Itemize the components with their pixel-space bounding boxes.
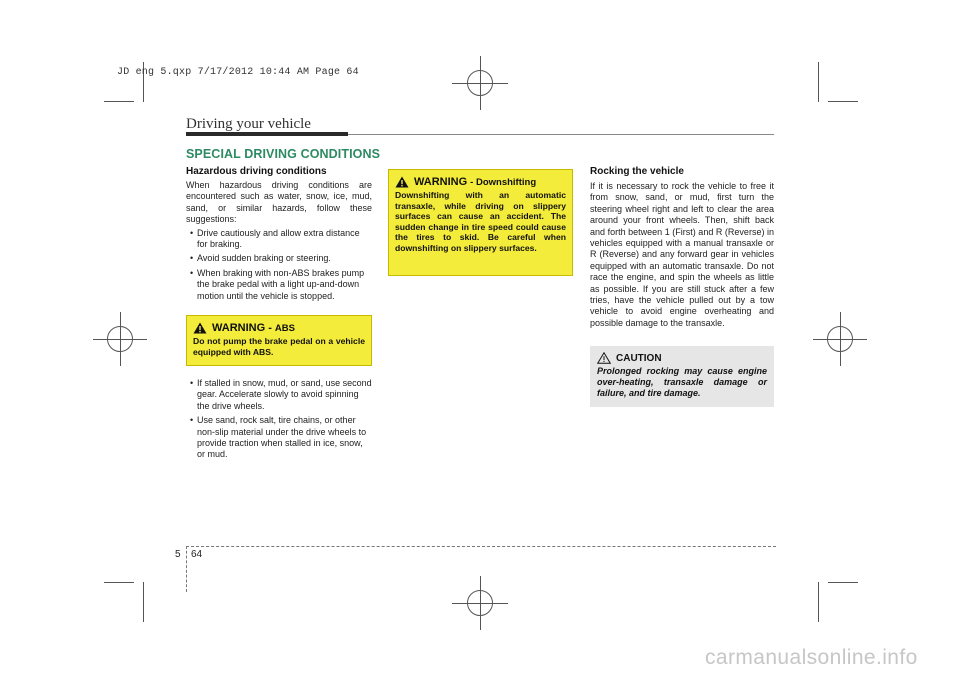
caution-text: Prolonged rocking may cause engine over-heating, transaxle damage or failure, and tire damage. <box>597 366 767 398</box>
chapter-number: 5 <box>175 549 181 560</box>
warning-abs-text: Do not pump the brake pedal on a vehicle equipped with ABS. <box>193 336 365 357</box>
hazardous-bullets-b <box>186 378 372 461</box>
warning-label: WARNING - <box>212 322 272 334</box>
crop-mark <box>818 582 819 622</box>
warning-downshift-title <box>395 176 566 188</box>
main-heading: SPECIAL DRIVING CONDITIONS <box>186 147 381 161</box>
hazardous-heading: Hazardous driving conditions <box>186 166 327 177</box>
warning-abs-title <box>193 322 365 334</box>
warning-topic: - Downshifting <box>470 176 537 188</box>
warning-triangle-icon <box>395 176 409 188</box>
header-rule <box>348 134 774 135</box>
column-right <box>590 166 774 329</box>
warning-topic: ABS <box>274 322 295 334</box>
column-left-continued <box>186 378 372 464</box>
footer-divider <box>186 546 187 592</box>
rocking-heading: Rocking the vehicle <box>590 166 684 177</box>
crop-mark <box>818 62 819 102</box>
site-watermark: carmanualsonline.info <box>705 646 918 669</box>
footer-rule <box>186 546 776 547</box>
crop-mark <box>104 582 134 583</box>
warning-triangle-icon <box>193 322 207 334</box>
warning-downshift-text: Downshifting with an automatic transaxle, while driving on slippery surfaces can cause an accident. The sudden change in tire speed could cause the tires to skid. Be careful when downshifting on slippery surfaces. <box>395 190 566 253</box>
hazardous-bullets-a <box>186 228 372 302</box>
warning-label: WARNING <box>414 176 468 188</box>
column-left <box>186 166 372 305</box>
warning-downshift-box <box>388 169 573 276</box>
rocking-text: If it is necessary to rock the vehicle to free it from snow, sand, or mud, first turn the steering wheel right and left to clear the area around your front wheels. Then, shift back and forth between 1 (First) and R (Reverse) in vehicles equipped with a manual transaxle or R (Reverse) and any forward gear in vehicles equipped with an automatic transaxle. Do not race the engine, and spin the wheels as little as possible. If you are still stuck after a few tries, have the vehicle pulled out by a tow vehicle to avoid engine overheating and possible damage to the transaxle. <box>590 181 774 328</box>
crop-mark <box>828 582 858 583</box>
caution-triangle-icon <box>597 352 611 364</box>
list-item: • Use sand, rock salt, tire chains, or other non-slip material under the drive wheels to provide traction when stalled in ice, snow, or mud. <box>190 415 367 460</box>
caution-label: CAUTION <box>616 352 662 364</box>
caution-title <box>597 352 767 364</box>
crop-mark <box>104 101 134 102</box>
list-item: • When braking with non-ABS brakes pump the brake pedal with a light up-and-down motion until the vehicle is stopped. <box>190 267 365 301</box>
print-slug: JD eng 5.qxp 7/17/2012 10:44 AM Page 64 <box>117 67 359 78</box>
crop-mark <box>143 582 144 622</box>
list-item: • If stalled in snow, mud, or sand, use second gear. Accelerate slowly to avoid spinning the drive wheels. <box>190 378 372 411</box>
list-item: • Avoid sudden braking or steering. <box>190 253 331 264</box>
caution-box <box>590 346 774 407</box>
crop-mark <box>828 101 858 102</box>
warning-abs-box <box>186 315 372 366</box>
hazardous-intro: When hazardous driving conditions are encountered such as water, snow, ice, mud, sand, or similar hazards, follow these suggestions: <box>186 180 372 225</box>
page-number: 64 <box>191 549 203 560</box>
list-item: • Drive cautiously and allow extra distance for braking. <box>190 227 360 250</box>
header-bar <box>186 132 348 136</box>
section-title: Driving your vehicle <box>186 116 311 132</box>
